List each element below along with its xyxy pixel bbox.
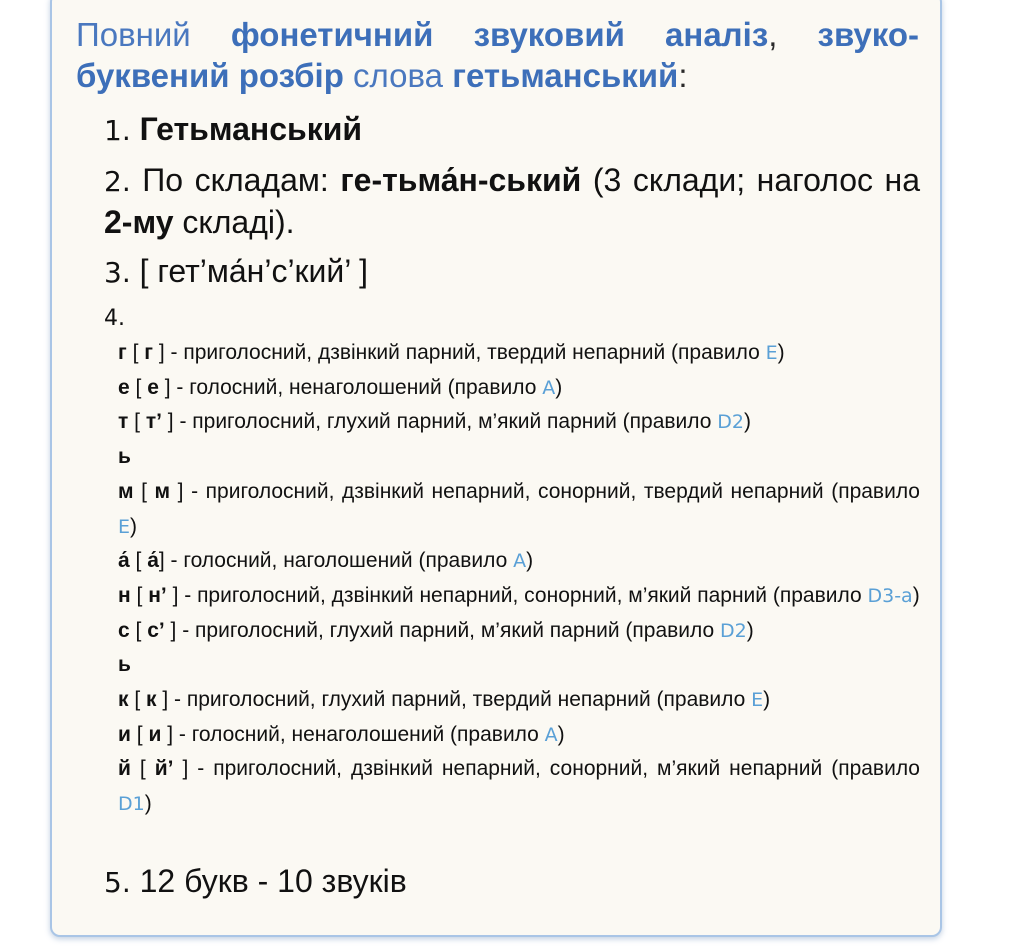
analysis-sound: [ и bbox=[130, 722, 162, 746]
analysis-description: ] - приголосний, глухий парний, м’який парний (правило bbox=[164, 618, 721, 642]
analysis-sound: [ н’ bbox=[130, 583, 167, 607]
analysis-row bbox=[118, 752, 920, 821]
analysis-description: ] - приголосний, глухий парний, м’який парний (правило bbox=[161, 410, 718, 434]
analysis-sound-value: г bbox=[144, 341, 154, 364]
analysis-sound-value: и bbox=[148, 722, 162, 746]
title-middle: слова bbox=[343, 57, 453, 94]
syllables: ге-тьма́н-ський bbox=[340, 162, 582, 198]
analysis-rule: D3-a bbox=[867, 584, 913, 607]
analysis-row bbox=[118, 544, 920, 579]
analysis-rule: D2 bbox=[717, 411, 744, 434]
analysis-row bbox=[118, 475, 920, 544]
step-3-number: 3. bbox=[104, 256, 131, 289]
analysis-sound-value: н’ bbox=[148, 583, 167, 607]
analysis-close: ) bbox=[526, 549, 534, 573]
analysis-letter: е bbox=[118, 375, 130, 399]
analysis-sound-value: а́ bbox=[147, 549, 159, 573]
step-4-number: 4. bbox=[104, 306, 125, 331]
analysis-sound: [ а́ bbox=[129, 549, 159, 573]
step-3 bbox=[104, 252, 920, 292]
analysis-description: ] - приголосний, дзвінкий парний, твердий непарний (правило bbox=[153, 341, 766, 364]
analysis-rule: E bbox=[751, 689, 764, 712]
analysis-sound: [ к bbox=[128, 688, 157, 712]
analysis-close: ) bbox=[557, 722, 565, 746]
title-bold-phonetic: фонетичний звуковий аналіз bbox=[230, 16, 769, 53]
analysis-row bbox=[118, 371, 920, 406]
title-prefix: Повний bbox=[76, 16, 231, 53]
analysis-letter: к bbox=[118, 688, 129, 712]
analysis-row bbox=[118, 579, 920, 614]
analysis-description: ] - приголосний, дзвінкий непарний, сонорний, м’який непарний (правило bbox=[173, 757, 920, 781]
analysis-description: ] - приголосний, дзвінкий непарний, сонорний, твердий непарний (правило bbox=[170, 479, 920, 503]
analysis-sound: [ т’ bbox=[128, 410, 162, 434]
stress-position: 2-му bbox=[104, 204, 174, 240]
title-colon: : bbox=[678, 57, 688, 94]
analysis-row bbox=[118, 405, 920, 440]
analysis-letter: т bbox=[118, 410, 129, 434]
title-bold-parse: звуко-буквений розбір bbox=[76, 16, 919, 94]
analysis-sound: [ й’ bbox=[130, 757, 174, 781]
analysis-description: ] - приголосний, глухий парний, твердий непарний (правило bbox=[156, 688, 752, 712]
analysis-close: ) bbox=[912, 583, 920, 607]
analysis-description: ] - голосний, ненаголошений (правило bbox=[161, 722, 545, 746]
analysis-close: ) bbox=[144, 792, 152, 816]
analysis-sound: [ м bbox=[133, 479, 171, 503]
analysis-close: ) bbox=[743, 410, 751, 434]
analysis-row bbox=[118, 718, 920, 753]
analysis-description: ] - голосний, ненаголошений (правило bbox=[158, 375, 543, 399]
analysis-rule: E bbox=[765, 342, 778, 364]
analysis-rule: E bbox=[118, 515, 131, 538]
letter-analysis-list bbox=[118, 336, 920, 822]
analysis-sound: [ г bbox=[126, 341, 154, 364]
analysis-sound-value: т’ bbox=[145, 410, 162, 434]
page-title bbox=[76, 14, 919, 96]
analysis-description: ] - приголосний, дзвінкий непарний, сонорний, м’який парний (правило bbox=[166, 583, 868, 607]
analysis-rule: A bbox=[544, 723, 558, 746]
analysis-rule: A bbox=[542, 376, 556, 399]
syllables-label: По складам: bbox=[142, 162, 341, 198]
letter-sound-count: 12 букв - 10 звуків bbox=[139, 863, 407, 899]
analysis-sound: [ е bbox=[129, 375, 159, 399]
step-1 bbox=[104, 110, 920, 150]
analysis-letter: и bbox=[118, 722, 131, 746]
analysis-row bbox=[118, 336, 920, 371]
analysis-sound: [ с’ bbox=[129, 618, 165, 642]
analysis-sound-value: к bbox=[146, 688, 157, 712]
analysis-close: ) bbox=[763, 688, 771, 712]
title-comma: , bbox=[768, 16, 818, 53]
analysis-letter: ь bbox=[118, 445, 131, 469]
analysis-letter: н bbox=[118, 583, 131, 607]
title-bold-word: гетьманський bbox=[452, 57, 679, 94]
analysis-sound-value: й’ bbox=[154, 757, 174, 781]
step-5-number: 5. bbox=[104, 866, 131, 899]
analysis-row bbox=[118, 614, 920, 649]
analysis-letter: ь bbox=[118, 653, 131, 677]
analysis-letter: г bbox=[118, 341, 127, 364]
analysis-letter: с bbox=[118, 618, 130, 642]
step-2 bbox=[104, 160, 920, 242]
syllables-note-a: (3 склади; наголос на bbox=[581, 162, 921, 198]
analysis-rule: A bbox=[513, 550, 527, 573]
analysis-row bbox=[118, 683, 920, 718]
step-5 bbox=[104, 862, 920, 902]
analysis-letter: а́ bbox=[118, 549, 130, 573]
analysis-letter: й bbox=[118, 757, 131, 781]
step-2-number: 2. bbox=[104, 165, 131, 198]
step-1-number: 1. bbox=[104, 114, 131, 147]
analysis-close: ) bbox=[777, 341, 785, 364]
analysis-sound-value: е bbox=[147, 375, 159, 399]
syllables-note-b: складі). bbox=[173, 204, 295, 240]
analysis-rule: D1 bbox=[118, 793, 145, 816]
analysis-rule: D2 bbox=[720, 619, 747, 642]
analysis-close: ) bbox=[746, 618, 754, 642]
analysis-description: ] - голосний, наголошений (правило bbox=[158, 549, 514, 573]
analysis-row bbox=[118, 648, 920, 683]
transcription: [ гет’ма́н’с’кий’ ] bbox=[139, 253, 368, 289]
analysis-close: ) bbox=[555, 375, 563, 399]
analysis-sound-value: м bbox=[154, 479, 171, 503]
analysis-sound-value: с’ bbox=[147, 618, 165, 642]
word: Гетьманський bbox=[139, 111, 363, 147]
analysis-letter: м bbox=[118, 479, 134, 503]
analysis-row bbox=[118, 440, 920, 475]
analysis-close: ) bbox=[130, 514, 138, 538]
